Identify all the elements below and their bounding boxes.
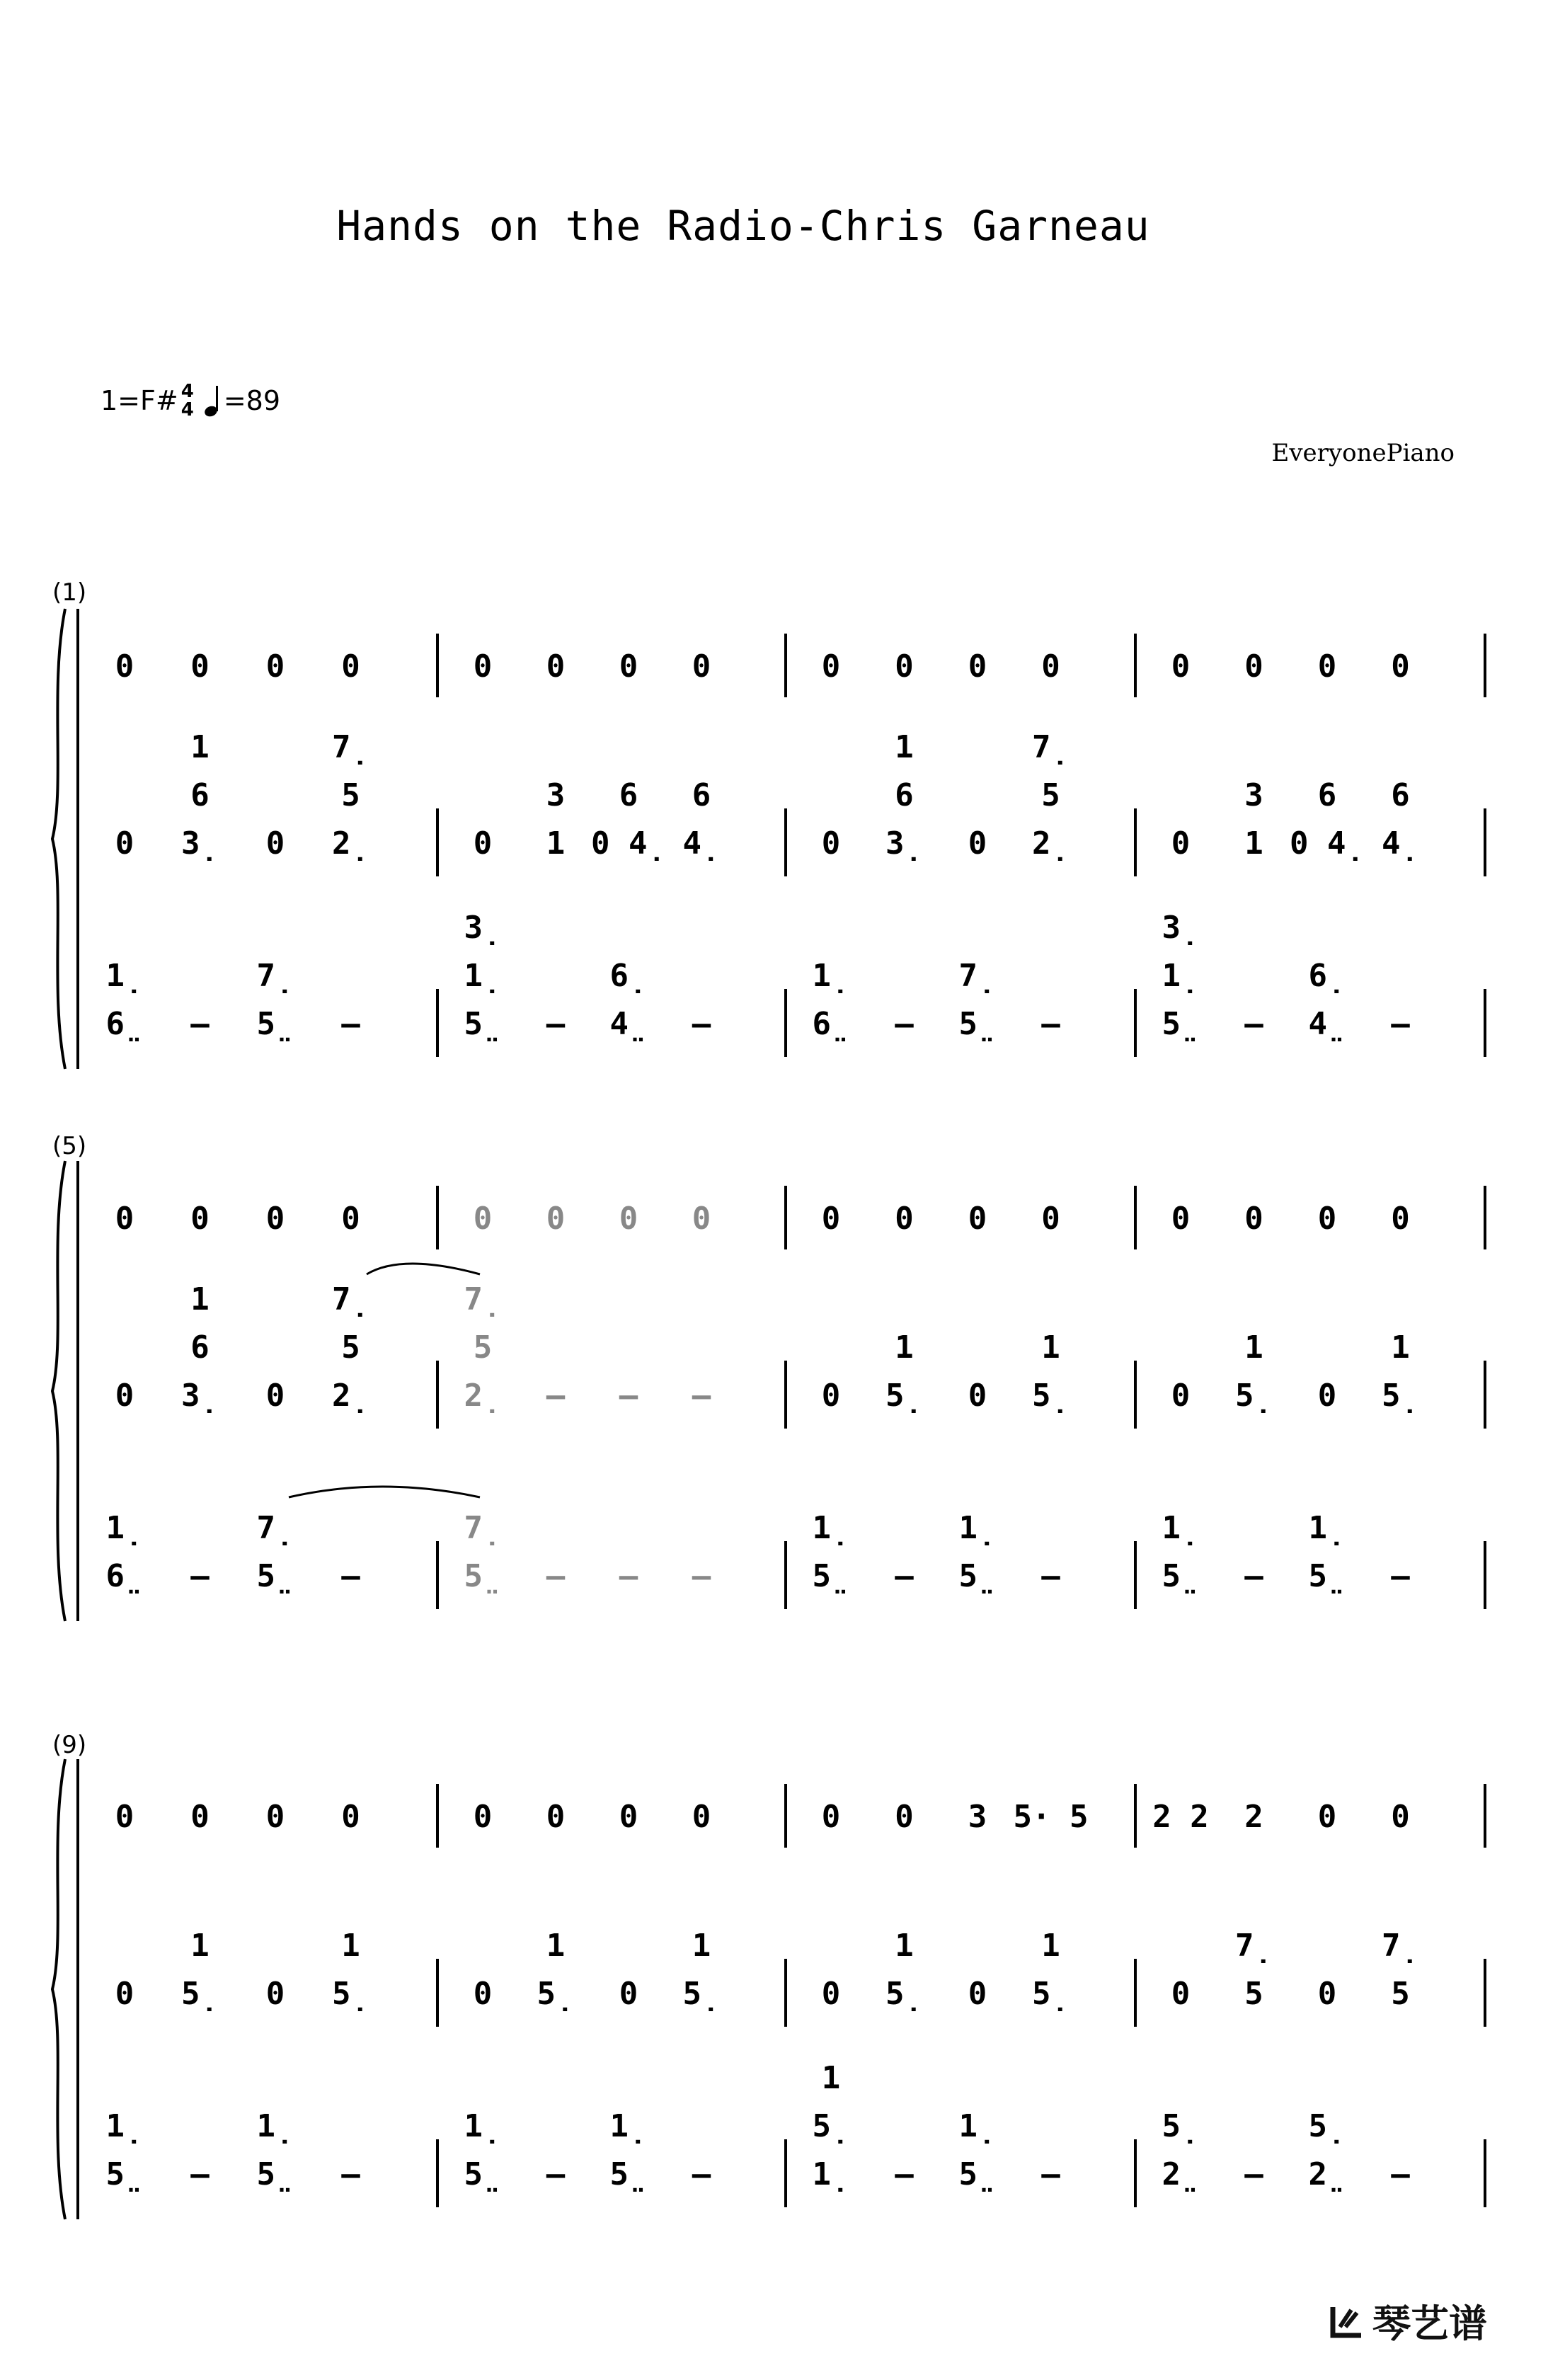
- note: –: [1041, 1558, 1060, 1594]
- note: 0: [1317, 648, 1337, 685]
- note: 0: [265, 1799, 285, 1835]
- note: 0: [473, 825, 493, 862]
- note: –: [341, 2156, 360, 2192]
- note: 5̤: [1162, 1006, 1200, 1042]
- note: 0: [1317, 1799, 1337, 1835]
- note: 3̣: [181, 1378, 219, 1414]
- note: 0: [341, 1201, 360, 1237]
- note: 0: [115, 648, 134, 685]
- system-brace: [52, 1759, 65, 2219]
- note: 0: [115, 1976, 134, 2012]
- note: 1̣: [812, 958, 850, 994]
- note: 5: [341, 777, 360, 813]
- note: 0: [1244, 648, 1263, 685]
- note: –: [190, 2156, 210, 2192]
- note: 5̣: [885, 1378, 923, 1414]
- note: 1: [821, 2060, 841, 2096]
- note: 0: [821, 1976, 841, 2012]
- note: 0: [968, 1201, 987, 1237]
- note: 5̤: [958, 1558, 997, 1594]
- time-signature-bottom: 4: [180, 399, 194, 420]
- logo-text: 琴艺谱: [1372, 2301, 1487, 2346]
- note: 0: [821, 1799, 841, 1835]
- note: 5̤: [958, 1006, 997, 1042]
- note: –: [692, 1378, 711, 1414]
- note: 5: [473, 1329, 493, 1366]
- note: 1̣: [609, 2108, 648, 2144]
- note: 0: [190, 1799, 210, 1835]
- note: 1̣: [812, 2156, 850, 2192]
- note: 0 4̣: [1290, 825, 1365, 862]
- note: 5̤: [256, 1558, 294, 1594]
- note: 1: [895, 729, 914, 765]
- note: 7̣: [256, 1510, 294, 1546]
- note: 1: [895, 1329, 914, 1366]
- note: 5̣: [1382, 1378, 1419, 1414]
- note: 1: [546, 825, 566, 862]
- note: –: [1244, 2156, 1263, 2192]
- note: 0: [546, 648, 566, 685]
- note: 7̣: [332, 1281, 369, 1317]
- note: –: [190, 1006, 210, 1042]
- note: –: [546, 1558, 566, 1594]
- note: 0: [619, 1799, 638, 1835]
- measure-number: (9): [52, 1731, 87, 1759]
- note: 0: [1171, 648, 1191, 685]
- arranger-credit: EveryonePiano: [1271, 439, 1455, 467]
- note: 0: [968, 1976, 987, 2012]
- note: 0: [1171, 1976, 1191, 2012]
- note: –: [692, 1006, 711, 1042]
- note: –: [190, 1558, 210, 1594]
- note: 7̣: [256, 958, 294, 994]
- site-logo: [1329, 2294, 1487, 2348]
- note: –: [546, 2156, 566, 2192]
- note: 0: [265, 825, 285, 862]
- note: 0: [115, 1378, 134, 1414]
- note: 0: [341, 648, 360, 685]
- note: 1̣: [256, 2108, 294, 2144]
- time-signature-top: 4: [180, 381, 194, 402]
- note: 6̤: [812, 1006, 850, 1042]
- note: 0: [115, 1201, 134, 1237]
- note: 1: [1244, 825, 1263, 862]
- note: 1̣: [958, 2108, 997, 2144]
- note: 5̣: [885, 1976, 923, 2012]
- note: 6: [190, 777, 210, 813]
- note: 6: [895, 777, 914, 813]
- note: 5̤: [609, 2156, 648, 2192]
- note: 0: [692, 1201, 711, 1237]
- note: 0: [190, 1201, 210, 1237]
- note: 0: [473, 1201, 493, 1237]
- note: 6: [1317, 777, 1337, 813]
- note: 5̣: [181, 1976, 219, 2012]
- note: 5̤: [464, 2156, 502, 2192]
- note: 5̣: [1032, 1378, 1070, 1414]
- note: 5̤: [464, 1558, 502, 1594]
- note: 0: [968, 648, 987, 685]
- note: 2̤: [1162, 2156, 1200, 2192]
- measure-number: (5): [52, 1132, 87, 1160]
- note: 0: [821, 648, 841, 685]
- note: 1̣: [1308, 1510, 1346, 1546]
- note: 0: [968, 825, 987, 862]
- tie: [367, 1264, 480, 1274]
- note: 4̣: [1382, 825, 1419, 862]
- note: 0: [1171, 1201, 1191, 1237]
- note: 0: [190, 648, 210, 685]
- note: 0: [546, 1201, 566, 1237]
- note: –: [895, 1558, 914, 1594]
- note: 1: [1041, 1928, 1060, 1964]
- note: 0: [821, 1378, 841, 1414]
- note: 0: [968, 1378, 987, 1414]
- note: –: [1391, 2156, 1410, 2192]
- note: 0: [473, 648, 493, 685]
- note: –: [1041, 2156, 1060, 2192]
- note: 1: [1244, 1329, 1263, 1366]
- note: 6̤: [105, 1558, 144, 1594]
- note: 3: [1244, 777, 1263, 813]
- note: –: [619, 1378, 638, 1414]
- note: 4̤: [609, 1006, 648, 1042]
- song-title: Hands on the Radio-Chris Garneau: [336, 202, 1150, 250]
- note: 3: [968, 1799, 987, 1835]
- note: 0: [265, 1201, 285, 1237]
- note: 1̣: [105, 958, 144, 994]
- note: 0: [895, 648, 914, 685]
- note: 5̤: [464, 1006, 502, 1042]
- note: 6̣: [1308, 958, 1346, 994]
- note: –: [895, 1006, 914, 1042]
- note: 5̤: [256, 2156, 294, 2192]
- note: 1: [546, 1928, 566, 1964]
- note: 6: [692, 777, 711, 813]
- note: 1̣: [464, 2108, 502, 2144]
- note: 0: [115, 1799, 134, 1835]
- note: 0: [821, 1201, 841, 1237]
- key-signature: 1=F#: [101, 385, 178, 416]
- note: 4̤: [1308, 1006, 1346, 1042]
- note: 2̣: [332, 1378, 369, 1414]
- note: –: [692, 2156, 711, 2192]
- note: 0: [692, 648, 711, 685]
- note: –: [1391, 1558, 1410, 1594]
- note: 2̤: [1308, 2156, 1346, 2192]
- note: 1: [895, 1928, 914, 1964]
- note: 0: [265, 1378, 285, 1414]
- note: 1: [190, 1928, 210, 1964]
- note: 7̣: [1235, 1928, 1273, 1964]
- note: 5̣: [1308, 2108, 1346, 2144]
- note: 6: [190, 1329, 210, 1366]
- note: 1̣: [1162, 1510, 1200, 1546]
- note: 1: [692, 1928, 711, 1964]
- note: 2̣: [1032, 825, 1070, 862]
- note: 5̣: [332, 1976, 369, 2012]
- note: 3̣: [885, 825, 923, 862]
- note: 5̣: [537, 1976, 575, 2012]
- note: 0: [115, 825, 134, 862]
- note: –: [1244, 1558, 1263, 1594]
- system-brace: [52, 609, 65, 1069]
- note: 3̣: [181, 825, 219, 862]
- note: 0: [1041, 648, 1060, 685]
- note: 2̣: [332, 825, 369, 862]
- note: 5̣: [1235, 1378, 1273, 1414]
- note: 0: [619, 1201, 638, 1237]
- tie: [289, 1487, 480, 1497]
- note: 1̣: [464, 958, 502, 994]
- note: 3̣: [1162, 910, 1200, 946]
- note: 5̤: [256, 1006, 294, 1042]
- note: –: [619, 1558, 638, 1594]
- note: 3̣: [464, 910, 502, 946]
- note: 1: [190, 1281, 210, 1317]
- note: 0: [821, 825, 841, 862]
- note: 1: [1041, 1329, 1060, 1366]
- note: 7̣: [1032, 729, 1070, 765]
- note: 0 4̣: [591, 825, 666, 862]
- note: 5̤: [1162, 1558, 1200, 1594]
- note: 0: [473, 1976, 493, 2012]
- note: 0: [546, 1799, 566, 1835]
- note: 0: [1317, 1201, 1337, 1237]
- note: 5: [1244, 1976, 1263, 2012]
- note: 1̣: [105, 1510, 144, 1546]
- note: 1: [1391, 1329, 1410, 1366]
- tempo-value: =89: [223, 385, 281, 416]
- note: 2̣: [464, 1378, 502, 1414]
- note: 5̤: [958, 2156, 997, 2192]
- note: 0: [1171, 1378, 1191, 1414]
- note: 1̣: [812, 1510, 850, 1546]
- note: –: [546, 1006, 566, 1042]
- note: 0: [895, 1201, 914, 1237]
- note: 1̣: [958, 1510, 997, 1546]
- note: 2 2: [1152, 1799, 1209, 1835]
- note: 7̣: [332, 729, 369, 765]
- note: 0: [341, 1799, 360, 1835]
- note: 0: [265, 648, 285, 685]
- note: 0: [619, 648, 638, 685]
- note: 5̤: [812, 1558, 850, 1594]
- note: 5̣: [812, 2108, 850, 2144]
- note: 5̣: [1032, 1976, 1070, 2012]
- note: –: [1391, 1006, 1410, 1042]
- note: 0: [1317, 1976, 1337, 2012]
- note: 0: [895, 1799, 914, 1835]
- note: 0: [619, 1976, 638, 2012]
- note: 5̤: [105, 2156, 144, 2192]
- measure-number: (1): [52, 578, 87, 607]
- note: 4̣: [682, 825, 721, 862]
- note: 1̣: [1162, 958, 1200, 994]
- note: 0: [1317, 1378, 1337, 1414]
- note: 0: [1041, 1201, 1060, 1237]
- note: 7̣: [464, 1510, 502, 1546]
- note: 1̣: [105, 2108, 144, 2144]
- note: –: [895, 2156, 914, 2192]
- note: 1: [341, 1928, 360, 1964]
- note: 0: [1391, 648, 1410, 685]
- note: 6̤: [105, 1006, 144, 1042]
- note: 0: [1391, 1799, 1410, 1835]
- note: 6: [1391, 777, 1410, 813]
- note: 0: [1244, 1201, 1263, 1237]
- note: –: [1244, 1006, 1263, 1042]
- note: 7̣: [464, 1281, 502, 1317]
- note: –: [692, 1558, 711, 1594]
- note: 0: [1391, 1201, 1410, 1237]
- note: 5: [1391, 1976, 1410, 2012]
- note: 0: [265, 1976, 285, 2012]
- note: 0: [692, 1799, 711, 1835]
- note: 5̤: [1308, 1558, 1346, 1594]
- note: 5̣: [1162, 2108, 1200, 2144]
- note: –: [546, 1378, 566, 1414]
- system-brace: [52, 1161, 65, 1621]
- note: 7̣: [958, 958, 997, 994]
- note: 0: [473, 1799, 493, 1835]
- note: 5: [341, 1329, 360, 1366]
- note: –: [341, 1558, 360, 1594]
- note: 6̣: [609, 958, 648, 994]
- note: 0: [1171, 825, 1191, 862]
- note: 6: [619, 777, 638, 813]
- note: 3: [546, 777, 566, 813]
- note: 5· 5: [1013, 1799, 1089, 1835]
- note: –: [341, 1006, 360, 1042]
- note: 5̣: [682, 1976, 721, 2012]
- logo-mark-icon: [1329, 2303, 1365, 2340]
- note: –: [1041, 1006, 1060, 1042]
- note: 2: [1244, 1799, 1263, 1835]
- note: 7̣: [1382, 1928, 1419, 1964]
- note: 5: [1041, 777, 1060, 813]
- note: 1: [190, 729, 210, 765]
